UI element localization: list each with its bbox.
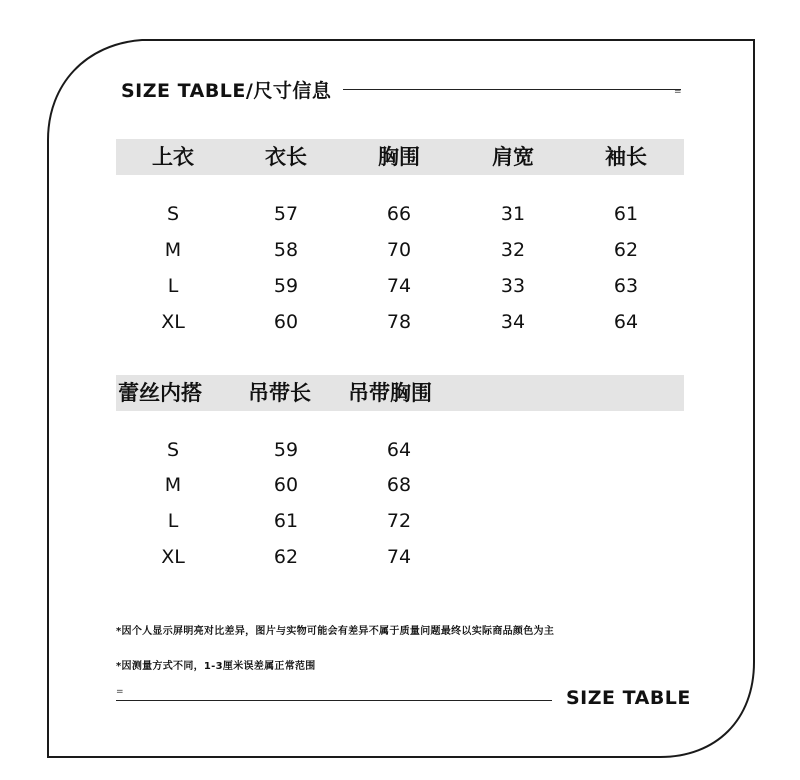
size-cell: L	[167, 275, 179, 297]
size-cell: XL	[161, 546, 185, 568]
strap-length-cell: 61	[273, 510, 299, 532]
length-cell: 60	[273, 311, 299, 333]
shoulder-cell: 33	[500, 275, 526, 297]
header-top: 上衣	[152, 144, 194, 169]
chest-cell: 66	[386, 203, 412, 225]
size-cell: L	[167, 510, 179, 532]
title-rule	[343, 89, 681, 90]
header-strap-chest: 吊带胸围	[348, 380, 432, 405]
size-cell: S	[166, 439, 180, 461]
size-cell: S	[166, 203, 180, 225]
title-mark: =	[674, 87, 682, 97]
length-cell: 58	[273, 239, 299, 261]
header-length: 衣长	[265, 144, 307, 169]
size-cell: XL	[161, 311, 185, 333]
sleeve-cell: 62	[613, 239, 639, 261]
chest-cell: 74	[386, 275, 412, 297]
strap-chest-cell: 74	[386, 546, 412, 568]
strap-length-cell: 59	[273, 439, 299, 461]
note-display-difference: *因个人显示屏明亮对比差异，图片与实物可能会有差异不属于质量问题最终以实际商品颜色为主	[116, 626, 555, 637]
sleeve-cell: 64	[613, 311, 639, 333]
size-cell: M	[164, 474, 182, 496]
shoulder-cell: 34	[500, 311, 526, 333]
size-cell: M	[164, 239, 182, 261]
sleeve-cell: 61	[613, 203, 639, 225]
length-cell: 57	[273, 203, 299, 225]
strap-chest-cell: 72	[386, 510, 412, 532]
strap-chest-cell: 64	[386, 439, 412, 461]
chest-cell: 78	[386, 311, 412, 333]
strap-length-cell: 60	[273, 474, 299, 496]
header-shoulder: 肩宽	[492, 144, 534, 169]
chest-cell: 70	[386, 239, 412, 261]
strap-chest-cell: 68	[386, 474, 412, 496]
inner-table-header	[116, 375, 684, 411]
header-strap-length: 吊带长	[248, 380, 311, 405]
footer-rule	[116, 700, 552, 701]
top-table-header	[116, 139, 684, 175]
header-chest: 胸围	[378, 144, 420, 169]
shoulder-cell: 32	[500, 239, 526, 261]
page-title: SIZE TABLE/尺寸信息	[121, 80, 332, 102]
header-lace-inner: 蕾丝内搭	[118, 380, 202, 405]
strap-length-cell: 62	[273, 546, 299, 568]
length-cell: 59	[273, 275, 299, 297]
footer-mark: =	[116, 687, 124, 697]
sleeve-cell: 63	[613, 275, 639, 297]
footer-title: SIZE TABLE	[566, 687, 691, 709]
note-measurement-tolerance: *因测量方式不同，1-3厘米误差属正常范围	[116, 661, 316, 672]
shoulder-cell: 31	[500, 203, 526, 225]
header-sleeve: 袖长	[605, 144, 647, 169]
